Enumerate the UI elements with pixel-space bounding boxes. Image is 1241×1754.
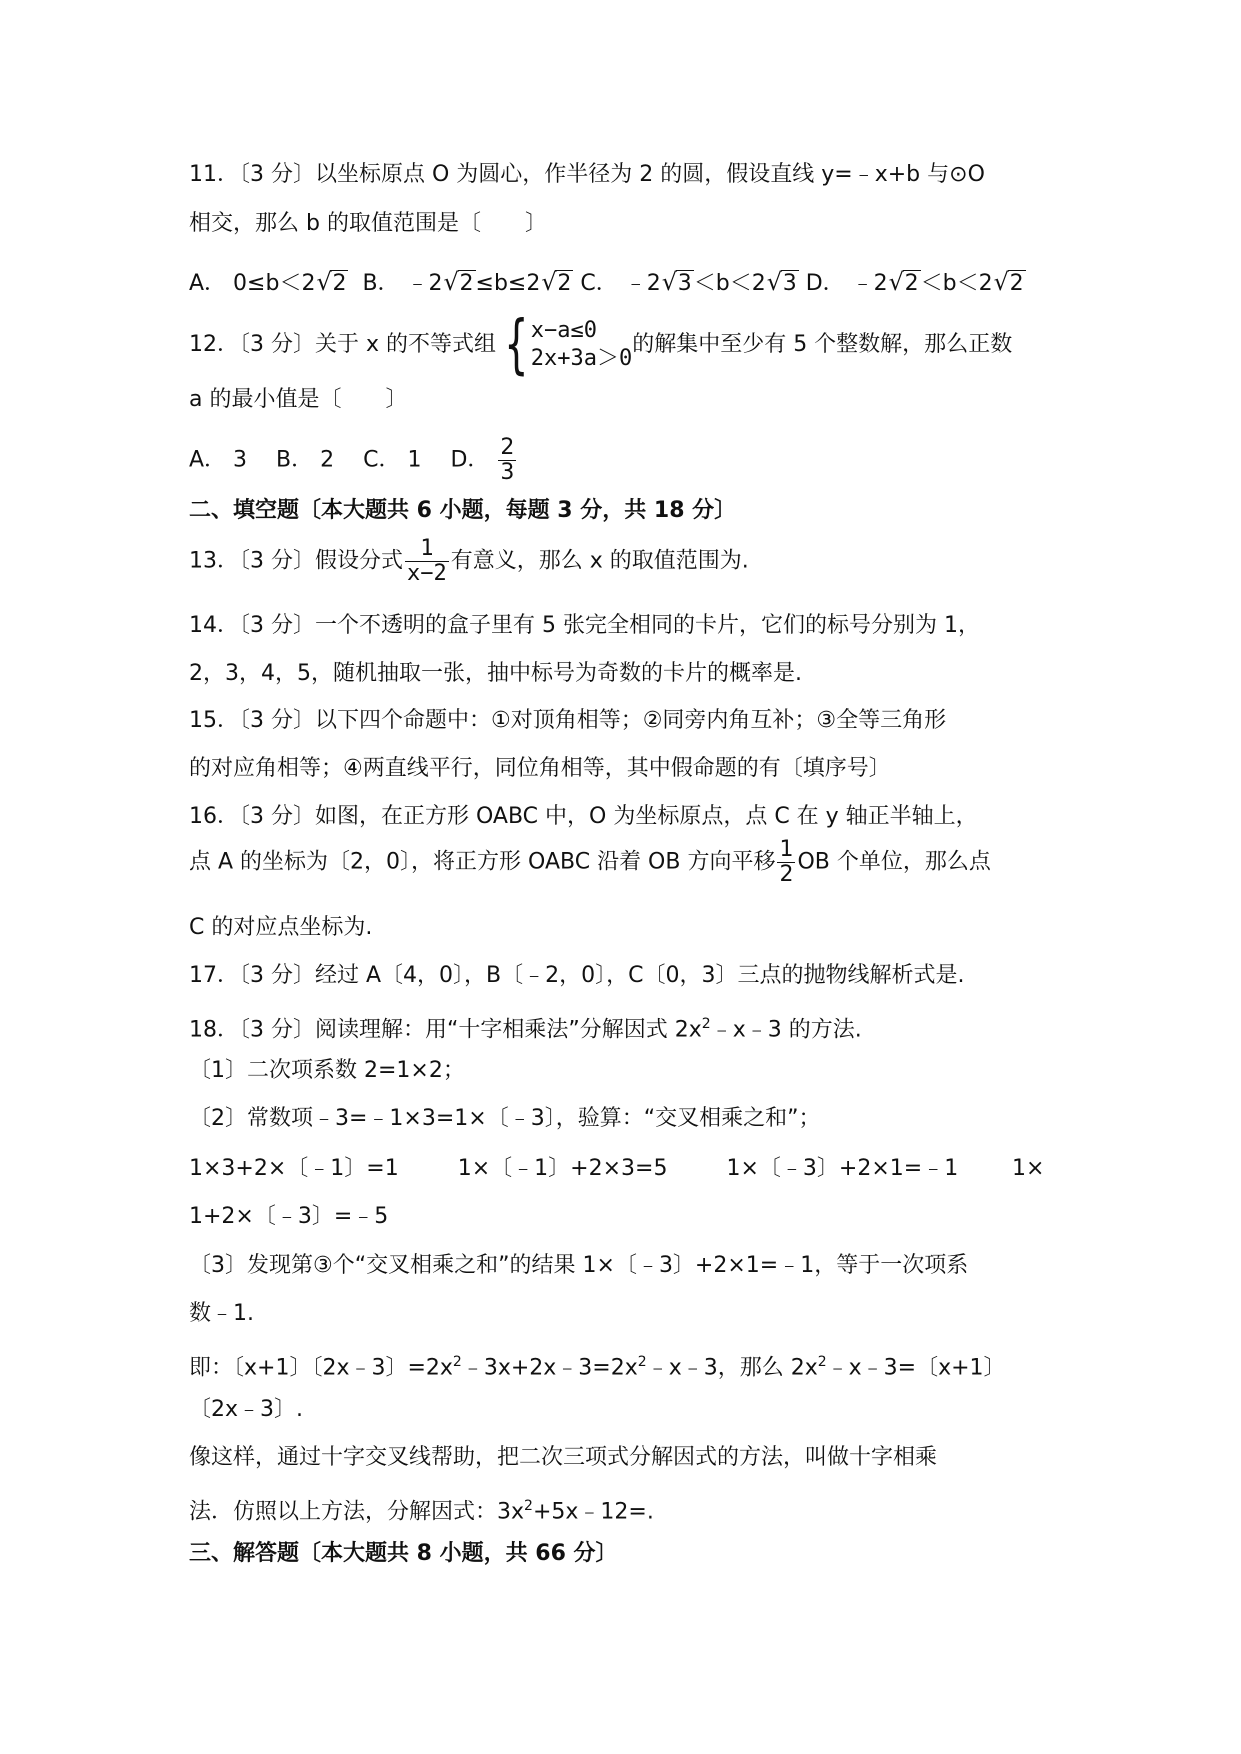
q11-opt-c: C． ﹣2 — [580, 271, 661, 296]
q11-options: A． 0≤b＜2√ 2 B． ﹣2√ 2≤b≤2√ 2 C． ﹣2√ 3＜b＜2√ 3 D． ﹣2√ 2＜b＜2√ 2 — [189, 268, 1026, 300]
q18-step3-line2: 数﹣1. — [189, 1301, 254, 1326]
q12-line1: 12．〔3 分〕关于 x 的不等式组 { x−a≤0 2x+3a＞0 的解集中至少有 5 个整数解，那么正数 — [189, 308, 1013, 382]
inequality-system: x−a≤0 2x+3a＞0 — [530, 318, 633, 371]
q14-line2: 2，3，4，5，随机抽取一张，抽中标号为奇数的卡片的概率是. — [189, 661, 802, 686]
q16-line3: C 的对应点坐标为. — [189, 915, 373, 940]
q11-line1: 11．〔3 分〕以坐标原点 O 为圆心，作半径为 2 的圆，假设直线 y=﹣x+b 与⊙O — [189, 162, 985, 187]
q18-line1: 18．〔3 分〕阅读理解：用“十字相乘法”分解因式 $2x^2﹣x﹣3$ 的方法. — [189, 1016, 862, 1043]
q12-options: A． 3 B． 2 C． 1 D． $\frac{2}{3}$ — [189, 435, 515, 485]
q18-step1: 〔1〕二次项系数 2=1×2； — [189, 1058, 465, 1083]
fraction-one-half: $\frac{1}{2}$ — [779, 837, 794, 887]
q11-opt-b: B． ﹣2 — [362, 271, 443, 296]
q13-line: 13．〔3 分〕假设分式 $\frac{1}{x-2}$ 有意义，那么 x 的取值范围为. — [189, 536, 749, 586]
q11-opt-a: A． 0≤b＜2 — [189, 271, 316, 296]
calc-4-end: 1+2×〔﹣3〕=﹣5 — [189, 1204, 389, 1229]
q16-line2: 点 A 的坐标为〔2，0〕，将正方形 OABC 沿着 OB 方向平移 $\frac{1}{2}$ OB 个单位，那么点 — [189, 837, 991, 887]
section-3-heading: 三、解答题〔本大题共 8 小题，共 66 分〕 — [189, 1541, 618, 1566]
q18-ie-line2: 〔2x﹣3〕. — [189, 1397, 304, 1422]
calc-1: 1×3+2×〔﹣1〕=1 — [189, 1156, 399, 1181]
q11-line2: 相交，那么 b 的取值范围是〔 〕 — [189, 211, 547, 236]
q15-line1: 15．〔3 分〕以下四个命题中：①对顶角相等；②同旁内角互补；③全等三角形 — [189, 708, 947, 733]
q18-calc-row — [189, 1153, 958, 1185]
q18-desc-line1: 像这样，通过十字交叉线帮助，把二次三项式分解因式的方法，叫做十字相乘 — [189, 1445, 938, 1470]
fraction-1-over-x-minus-2: $\frac{1}{x-2}$ — [407, 536, 447, 586]
q18-ie-line1: 即：〔x+1〕〔2x﹣3〕$=2x^2﹣3x+2x﹣3=2x^2﹣x﹣3$，那么 $2x^2﹣x﹣3=$〔x+1〕 — [189, 1354, 1006, 1381]
fraction-two-thirds: $\frac{2}{3}$ — [500, 435, 515, 485]
q18-step2: 〔2〕常数项﹣3=﹣1×3=1×〔﹣3〕，验算：“交叉相乘之和”； — [189, 1106, 821, 1131]
calc-3: 1×〔﹣3〕+2×1=﹣1 — [726, 1156, 959, 1181]
q15-line2: 的对应角相等；④两直线平行，同位角相等，其中假命题的有〔填序号〕 — [189, 756, 891, 781]
q18-step3-line1: 〔3〕发现第③个“交叉相乘之和”的结果 1×〔﹣3〕+2×1=﹣1，等于一次项系 — [189, 1253, 969, 1278]
q14-line1: 14．〔3 分〕一个不透明的盒子里有 5 张完全相同的卡片，它们的标号分别为 1， — [189, 613, 980, 638]
section-2-heading: 二、填空题〔本大题共 6 小题，每题 3 分，共 18 分〕 — [189, 498, 737, 523]
calc-2: 1×〔﹣1〕+2×3=5 — [457, 1156, 668, 1181]
q18-desc-line2: 法．仿照以上方法，分解因式：$3x^2+5x﹣12=$. — [189, 1498, 654, 1525]
calc-4-start: 1× — [1012, 1156, 1045, 1181]
q16-line1: 16．〔3 分〕如图，在正方形 OABC 中，O 为坐标原点，点 C 在 y 轴正半轴上， — [189, 804, 978, 829]
q12-line2: a 的最小值是〔 〕 — [189, 387, 408, 412]
sqrt-a: √ 2 — [316, 268, 348, 300]
q11-opt-d: D． ﹣2 — [805, 271, 888, 296]
q17-line: 17．〔3 分〕经过 A〔4，0〕，B〔﹣2，0〕，C〔0，3〕三点的抛物线解析式是. — [189, 963, 965, 988]
